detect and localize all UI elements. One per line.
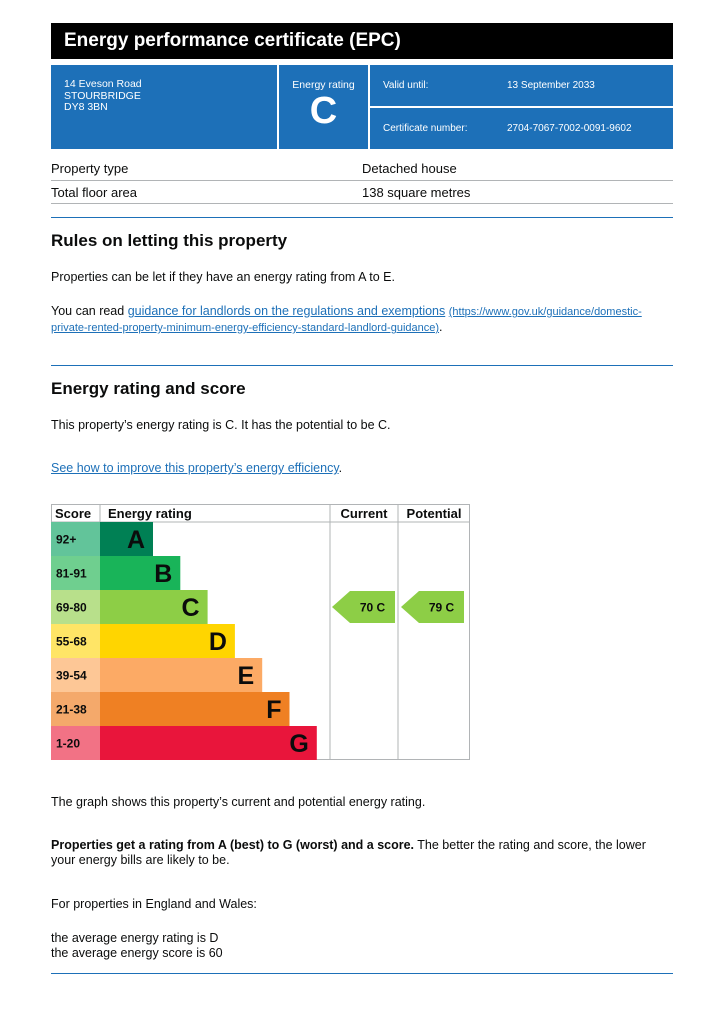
score-range-d: 55-68 (56, 634, 87, 649)
score-range-g: 1-20 (56, 736, 81, 751)
section-divider (51, 365, 673, 366)
energy-rating-label: Energy rating (292, 79, 355, 91)
floor-area-label: Total floor area (51, 184, 137, 200)
letting-heading: Rules on letting this property (51, 231, 288, 250)
band-bar-g (100, 726, 317, 760)
current-rating-label: 70 C (359, 600, 386, 615)
energy-rating-paragraph: This property’s energy rating is C. It has the potential to be C. (51, 418, 391, 432)
band-letter-c: C (181, 594, 200, 622)
band-letter-g: G (289, 730, 309, 758)
letting-guidance-paragraph (51, 304, 676, 336)
property-type-label: Property type (51, 161, 129, 176)
certificate-summary (51, 65, 673, 149)
certificate-number-box (370, 108, 673, 149)
property-type-value: Detached house (362, 161, 457, 176)
valid-until-box (370, 65, 673, 106)
average-rating-text: the average energy rating is D (51, 931, 219, 945)
address-block (51, 65, 277, 149)
guidance-url-link-2[interactable]: private-rented-property-minimum-energy-efficiency-standard-landlord-guidance) (51, 322, 440, 334)
certificate-number-label: Certificate number: (383, 123, 468, 134)
graph-note: The graph shows this property’s current and potential energy rating. (51, 795, 426, 809)
section-divider (51, 217, 673, 218)
score-range-c: 69-80 (56, 600, 87, 615)
address-postcode: DY8 3BN (64, 101, 108, 113)
improve-paragraph (51, 461, 676, 476)
floor-area-row (51, 181, 673, 205)
band-letter-d: D (208, 628, 227, 656)
header-current: Current (340, 506, 388, 521)
energy-rating-box (279, 65, 368, 149)
band-letter-e: E (237, 662, 255, 690)
property-type-row (51, 157, 673, 181)
band-letter-a: A (126, 526, 145, 554)
header-score: Score (55, 506, 92, 521)
england-wales-text: For properties in England and Wales: (51, 897, 257, 911)
header-energy-rating: Energy rating (108, 506, 192, 521)
page-title: Energy performance certificate (EPC) (51, 23, 673, 59)
section-divider (51, 973, 673, 974)
guidance-url-link-1[interactable]: (https://www.gov.uk/guidance/domestic- (448, 306, 642, 318)
valid-until-value: 13 September 2033 (507, 80, 595, 91)
valid-until-label: Valid until: (383, 80, 429, 91)
improve-suffix: . (338, 461, 343, 475)
energy-rating-chart (51, 504, 471, 761)
score-range-a: 92+ (56, 532, 77, 547)
score-range-b: 81-91 (56, 566, 87, 581)
rating-explanation (51, 838, 676, 868)
address-line2: STOURBRIDGE (64, 89, 141, 102)
potential-rating-label: 79 C (428, 600, 455, 615)
rating-explanation-rest-1: The better the rating and score, the lower (414, 838, 646, 852)
property-details-table (51, 157, 673, 204)
rating-explanation-rest-2: your energy bills are likely to be. (51, 853, 230, 867)
score-range-f: 21-38 (56, 702, 87, 717)
guidance-suffix: . (439, 320, 443, 334)
improve-efficiency-link[interactable]: See how to improve this property’s energy efficiency (51, 461, 339, 475)
rating-explanation-bold: Properties get a rating from A (best) to G (worst) and a score. (51, 838, 415, 852)
certificate-number-value: 2704-7067-7002-0091-9602 (507, 123, 632, 134)
band-letter-b: B (154, 560, 173, 588)
average-score-text: the average energy score is 60 (51, 946, 223, 960)
energy-heading: Energy rating and score (51, 379, 246, 398)
energy-rating-letter: C (309, 90, 338, 132)
guidance-link[interactable]: guidance for landlords on the regulations and exemptions (127, 304, 446, 318)
energy-rating-chart-svg (51, 504, 471, 761)
band-letter-f: F (266, 696, 282, 724)
address-line1: 14 Eveson Road (64, 78, 142, 90)
letting-paragraph: Properties can be let if they have an energy rating from A to E. (51, 270, 395, 284)
band-bar-f (100, 692, 290, 726)
header-potential: Potential (406, 506, 462, 521)
guidance-prefix: You can read (51, 304, 128, 318)
floor-area-value: 138 square metres (362, 184, 471, 200)
score-range-e: 39-54 (56, 668, 87, 683)
